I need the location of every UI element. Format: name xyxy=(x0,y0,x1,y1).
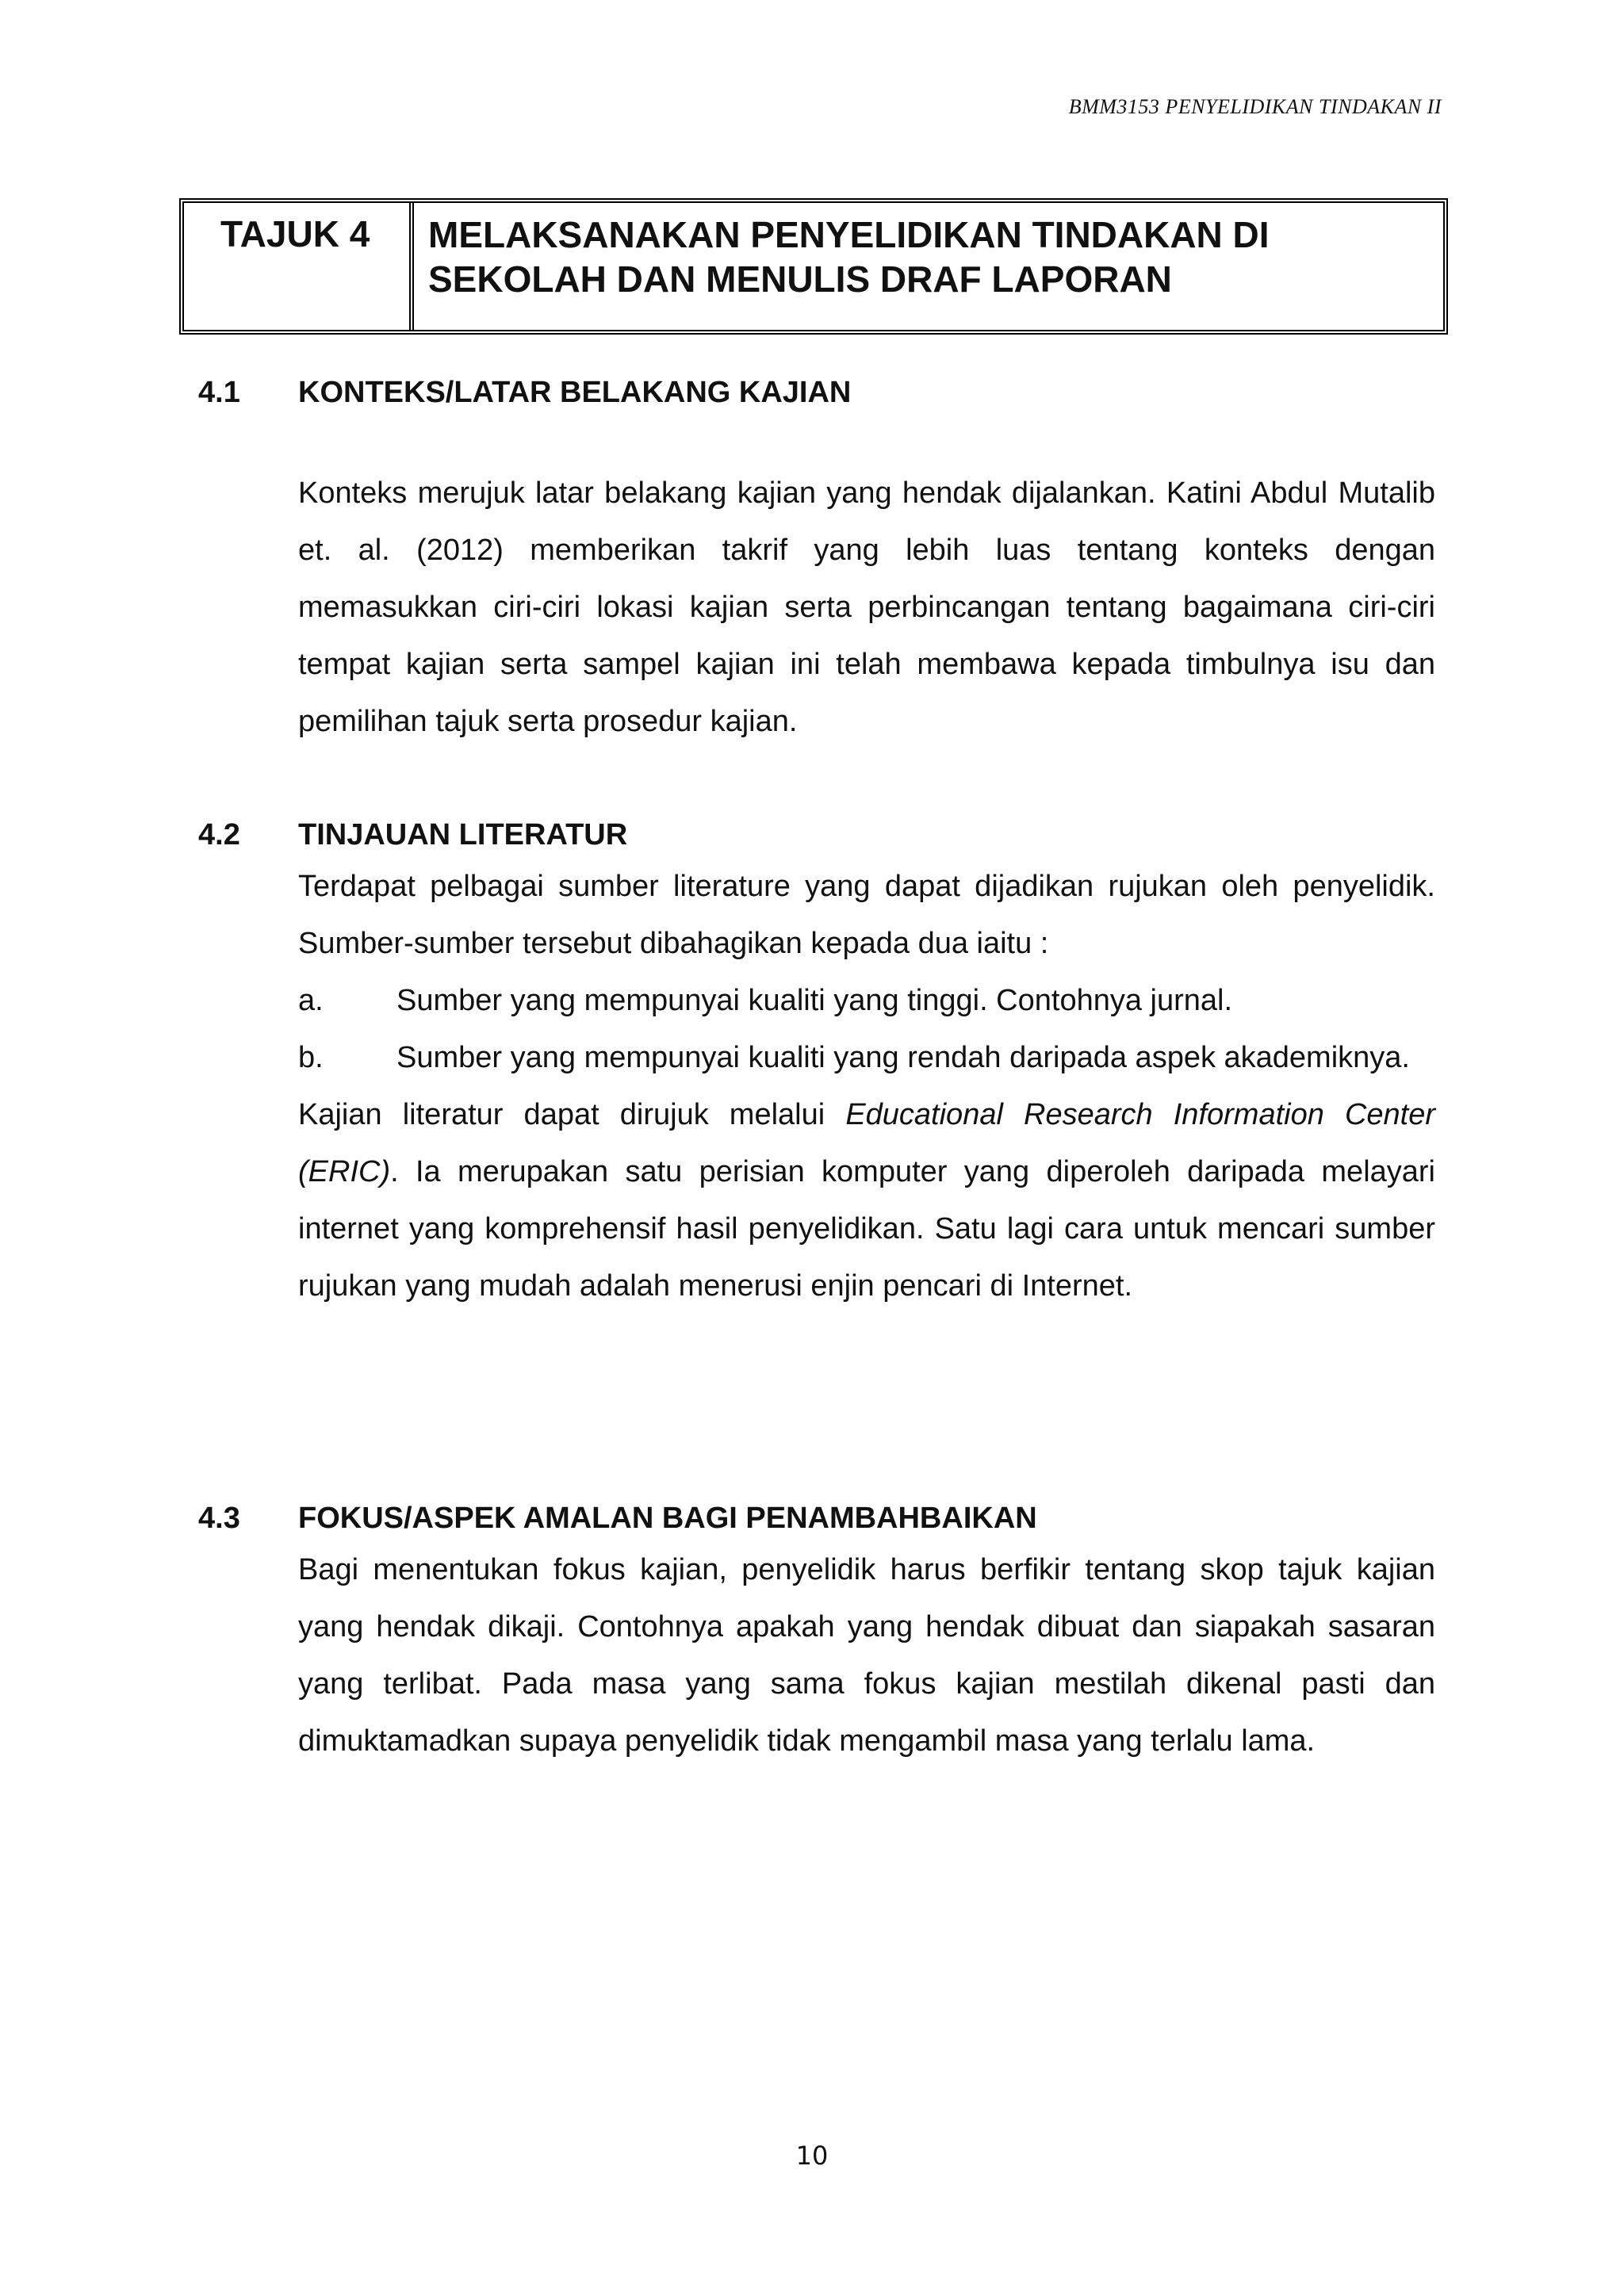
outro-text-start: Kajian literatur dapat dirujuk melalui xyxy=(298,1098,846,1131)
list-item xyxy=(298,1029,1435,1086)
section-intro: Terdapat pelbagai sumber literature yang dapat dijadikan rujukan oleh penyelidik. Sumber-sumber tersebut dibahagikan kepada dua iaitu : xyxy=(298,870,1435,960)
topic-title-line-2: SEKOLAH DAN MENULIS DRAF LAPORAN xyxy=(428,258,1172,300)
section-title: TINJAUAN LITERATUR xyxy=(298,818,628,851)
section-outro xyxy=(298,1086,1435,1314)
topic-title-line-1: MELAKSANAKAN PENYELIDIKAN TINDAKAN DI xyxy=(428,214,1270,255)
page-number: 10 xyxy=(795,2141,829,2171)
section-4-1 xyxy=(198,373,1435,750)
list-item xyxy=(298,972,1435,1029)
section-title: KONTEKS/LATAR BELAKANG KAJIAN xyxy=(298,376,852,409)
outro-italic-term: Educational Research Information Center (ERIC) xyxy=(298,1098,1436,1188)
section-number: 4.3 xyxy=(198,1502,240,1535)
section-4-2 xyxy=(198,815,1435,1314)
section-heading xyxy=(198,373,1435,412)
section-paragraph: Bagi menentukan fokus kajian, penyelidik harus berfikir tentang skop tajuk kajian yang hendak dikaji. Contohnya apakah yang hendak dibuat dan siapakah sasaran yang terlibat. Pada masa yang sama fokus kajian mestilah dikenal pasti dan dimuktamadkan supaya penyelidik tidak mengambil masa yang terlalu lama. xyxy=(298,1553,1435,1758)
section-paragraph: Konteks merujuk latar belakang kajian yang hendak dijalankan. Katini Abdul Mutalib et. al. (2012) memberikan takrif yang lebih luas tentang konteks dengan memasukkan ciri-ciri lokasi kajian serta perbincangan tentang bagaimana ciri-ciri tempat kajian serta sampel kajian ini telah membawa kepada timbulnya isu dan pemilihan tajuk serta prosedur kajian. xyxy=(298,476,1435,738)
list-text: Sumber yang mempunyai kualiti yang rendah daripada aspek akademiknya. xyxy=(396,1041,1410,1074)
section-heading xyxy=(198,815,1435,855)
section-number: 4.1 xyxy=(198,376,240,409)
section-heading xyxy=(198,1498,1435,1538)
topic-title-box xyxy=(179,198,1448,335)
running-header: BMM3153 PENYELIDIKAN TINDAKAN II xyxy=(1068,95,1442,118)
list-text: Sumber yang mempunyai kualiti yang tinggi. Contohnya jurnal. xyxy=(396,984,1233,1017)
topic-title xyxy=(414,203,1443,330)
outro-text-end: . Ia merupakan satu perisian komputer yang diperoleh daripada melayari internet yang komprehensif hasil penyelidikan. Satu lagi cara untuk mencari sumber rujukan yang mudah adalah menerusi enjin pencari di Internet. xyxy=(298,1155,1435,1303)
section-title: FOKUS/ASPEK AMALAN BAGI PENAMBAHBAIKAN xyxy=(298,1502,1037,1535)
list-letter: a. xyxy=(298,984,324,1017)
list-letter: b. xyxy=(298,1041,324,1074)
section-number: 4.2 xyxy=(198,818,240,851)
topic-number: TAJUK 4 xyxy=(184,203,414,330)
section-4-3 xyxy=(198,1498,1435,1770)
